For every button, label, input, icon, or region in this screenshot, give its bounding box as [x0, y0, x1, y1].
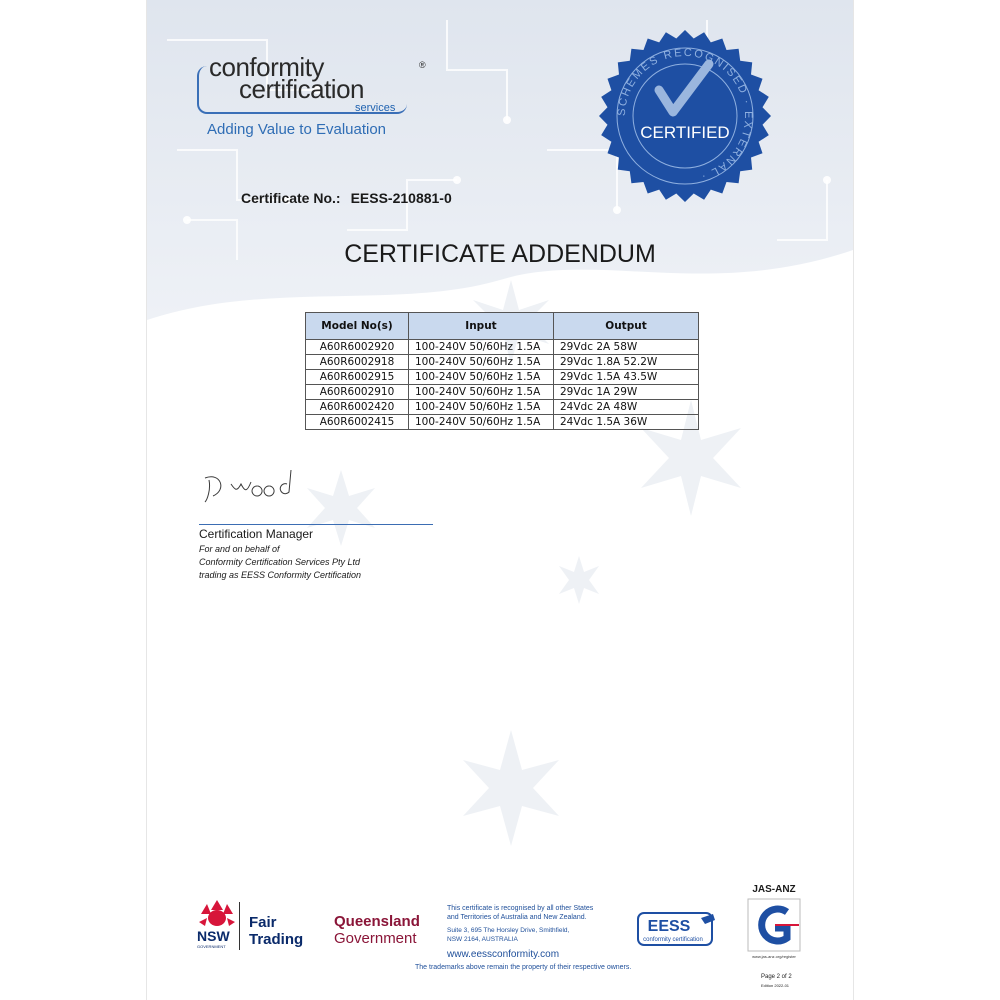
cell-output: 29Vdc 1A 29W [554, 385, 699, 400]
certificate-page [147, 0, 853, 1000]
signatory-role: Certification Manager [199, 527, 314, 541]
cell-output: 24Vdc 2A 48W [554, 400, 699, 415]
cell-output: 29Vdc 2A 58W [554, 340, 699, 355]
table-row [306, 415, 699, 430]
fair-text: Fair [249, 914, 277, 931]
cell-input: 100-240V 50/60Hz 1.5A [409, 415, 554, 430]
cell-input: 100-240V 50/60Hz 1.5A [409, 370, 554, 385]
queensland-government-logo [334, 913, 420, 947]
nsw-government-text: GOVERNMENT [197, 944, 226, 949]
jas-anz-mark-icon [747, 898, 801, 952]
signature-line [199, 524, 433, 525]
jas-anz-logo [743, 884, 805, 964]
eess-big-text: EESS [647, 918, 691, 935]
cell-output: 29Vdc 1.8A 52.2W [554, 355, 699, 370]
recognition-line-1: This certificate is recognised by all other States [447, 905, 594, 912]
cell-input: 100-240V 50/60Hz 1.5A [409, 355, 554, 370]
fair-trading-text [249, 914, 303, 948]
column-header-model: Model No(s) [306, 313, 409, 340]
table-row [306, 340, 699, 355]
address-line-2: NSW 2164, AUSTRALIA [447, 935, 518, 943]
logo-divider [239, 902, 240, 950]
page-number: Page 2 of 2 [761, 974, 792, 980]
cell-model: A60R6002415 [306, 415, 409, 430]
behalf-line-3: trading as EESS Conformity Certification [199, 570, 362, 580]
registered-mark: ® [419, 60, 426, 70]
seal-label: CERTIFIED [640, 123, 730, 142]
recognition-line-2: and Territories of Australia and New Zealand. [447, 914, 587, 921]
certificate-number [241, 190, 452, 206]
cell-model: A60R6002918 [306, 355, 409, 370]
trading-text: Trading [249, 931, 304, 948]
on-behalf-of [199, 543, 361, 582]
queensland-text: Queensland [334, 913, 420, 930]
logo-line-3: services [355, 102, 396, 114]
tagline: Adding Value to Evaluation [207, 121, 387, 138]
behalf-line-2: Conformity Certification Services Pty Ltd [199, 557, 361, 567]
cell-model: A60R6002910 [306, 385, 409, 400]
cell-input: 100-240V 50/60Hz 1.5A [409, 385, 554, 400]
nsw-fair-trading-logo [195, 900, 315, 952]
website-link[interactable]: www.eessconformity.com [447, 949, 560, 960]
certified-seal [597, 28, 773, 204]
logo-line-1: conformity [209, 52, 324, 82]
cell-model: A60R6002920 [306, 340, 409, 355]
table-header-row [306, 313, 699, 340]
table-row [306, 385, 699, 400]
cell-input: 100-240V 50/60Hz 1.5A [409, 400, 554, 415]
cell-model: A60R6002915 [306, 370, 409, 385]
eess-logo [637, 912, 719, 946]
cell-output: 29Vdc 1.5A 43.5W [554, 370, 699, 385]
certificate-number-label: Certificate No.: [241, 190, 341, 206]
page-title: CERTIFICATE ADDENDUM [344, 240, 656, 268]
recognition-note [447, 904, 627, 922]
models-table [305, 312, 699, 430]
table-row [306, 400, 699, 415]
table-row [306, 355, 699, 370]
address [447, 927, 627, 944]
edition: Edition 2022-01 [761, 983, 790, 988]
behalf-line-1: For and on behalf of [199, 544, 280, 554]
cell-output: 24Vdc 1.5A 36W [554, 415, 699, 430]
government-text: Government [334, 930, 417, 947]
trademark-note: The trademarks above remain the property of their respective owners. [415, 964, 632, 971]
logo-line-2: certification [239, 74, 364, 104]
column-header-input: Input [409, 313, 554, 340]
table-row [306, 370, 699, 385]
eess-small-text: conformity certification [643, 937, 703, 943]
signature [201, 466, 311, 506]
nsw-text: NSW [197, 928, 230, 944]
column-header-output: Output [554, 313, 699, 340]
waratah-icon [197, 900, 237, 928]
cell-model: A60R6002420 [306, 400, 409, 415]
jas-anz-text: JAS-ANZ [752, 884, 796, 895]
jas-anz-url: www.jas-anz.org/register [752, 954, 796, 959]
seal-ring-text: SCHEMES RECOGNISED · EXTERNAL · [615, 46, 755, 183]
cell-input: 100-240V 50/60Hz 1.5A [409, 340, 554, 355]
address-line-1: Suite 3, 695 The Horsley Drive, Smithfield, [447, 927, 570, 934]
certificate-number-value: EESS-210881-0 [350, 190, 452, 206]
